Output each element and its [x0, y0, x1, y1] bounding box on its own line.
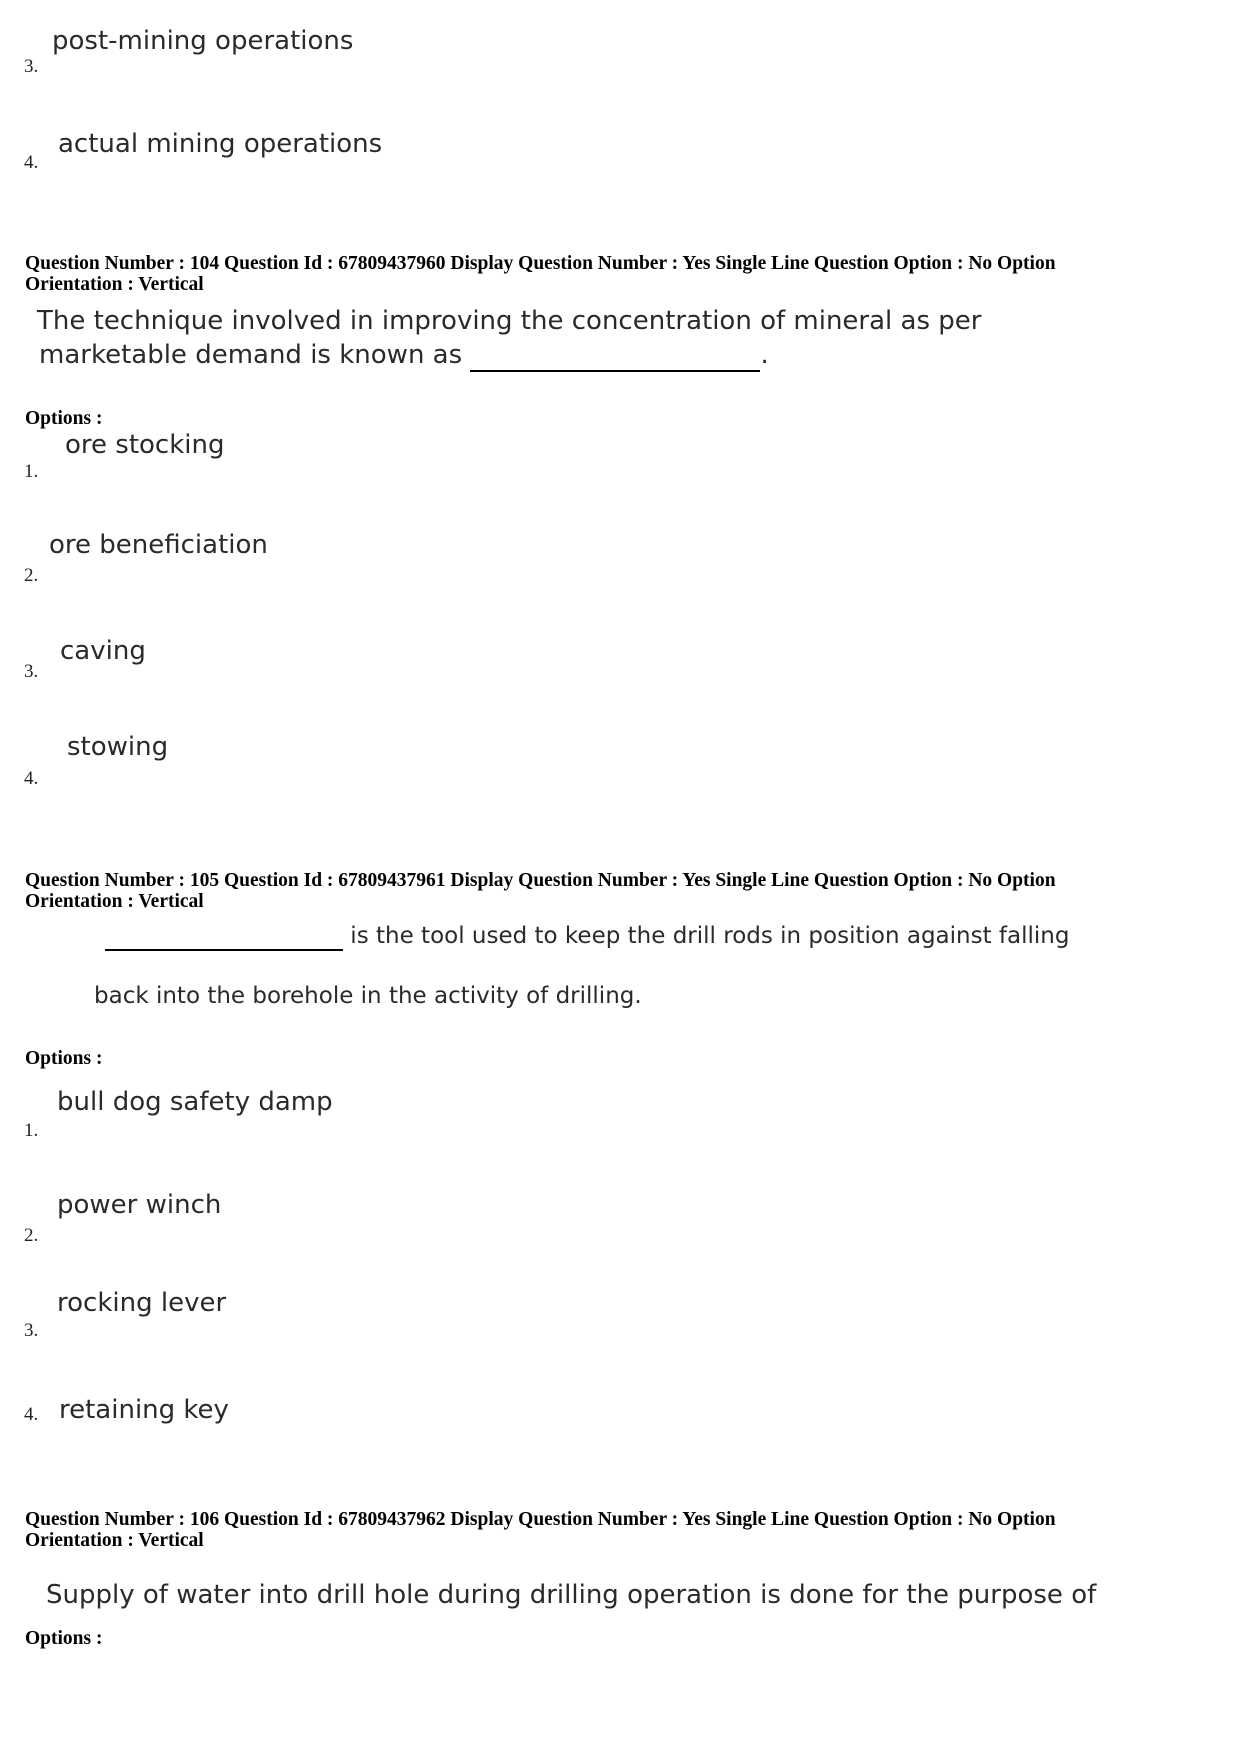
answer-blank: [105, 923, 343, 951]
question-meta-line1: Question Number : 105 Question Id : 67809437961 Display Question Number : Yes Single Line Question Option : No Option: [25, 870, 1056, 891]
option-text: caving: [60, 636, 146, 666]
question-meta-line1: Question Number : 106 Question Id : 67809437962 Display Question Number : Yes Single Line Question Option : No Option: [25, 1509, 1056, 1530]
option-number: 1.: [24, 1120, 39, 1141]
option-number: 3.: [24, 56, 39, 77]
question-text-after-blank: is the tool used to keep the drill rods in position against falling: [343, 923, 1070, 949]
question-text-line2: back into the borehole in the activity of drilling.: [94, 983, 642, 1009]
option-number: 4.: [24, 152, 39, 173]
option-text: rocking lever: [57, 1288, 227, 1318]
question-meta: [25, 253, 1215, 295]
option-text: actual mining operations: [58, 129, 383, 159]
question-meta-line1: Question Number : 104 Question Id : 67809437960 Display Question Number : Yes Single Line Question Option : No Option: [25, 253, 1056, 274]
question-meta: [25, 1509, 1215, 1551]
answer-blank: [470, 340, 760, 372]
option-text: bull dog safety damp: [57, 1087, 333, 1117]
option-number: 4.: [24, 768, 39, 789]
option-text: retaining key: [59, 1395, 229, 1425]
option-text: ore beneficiation: [49, 530, 268, 560]
question-text-line1: Supply of water into drill hole during drilling operation is done for the purpose of: [46, 1580, 1097, 1610]
option-text: stowing: [67, 732, 169, 762]
options-label: Options :: [25, 1628, 103, 1649]
question-text-after-blank: .: [760, 340, 769, 370]
options-label: Options :: [25, 1048, 103, 1069]
options-label: Options :: [25, 408, 103, 429]
option-number: 3.: [24, 1320, 39, 1341]
question-text-before-blank: marketable demand is known as: [39, 340, 471, 370]
option-text: power winch: [57, 1190, 222, 1220]
option-text: ore stocking: [65, 430, 225, 460]
question-meta-line2: Orientation : Vertical: [25, 891, 204, 912]
question-text-line1: [105, 923, 1069, 951]
question-text-line1: The technique involved in improving the concentration of mineral as per: [37, 306, 982, 336]
question-meta-line2: Orientation : Vertical: [25, 1530, 204, 1551]
question-meta-line2: Orientation : Vertical: [25, 274, 204, 295]
option-text: post-mining operations: [52, 26, 354, 56]
question-meta: [25, 870, 1215, 912]
question-text-line2: [39, 340, 769, 372]
option-number: 1.: [24, 461, 39, 482]
option-number: 4.: [24, 1404, 39, 1425]
option-number: 2.: [24, 565, 39, 586]
option-number: 3.: [24, 661, 39, 682]
option-number: 2.: [24, 1225, 39, 1246]
